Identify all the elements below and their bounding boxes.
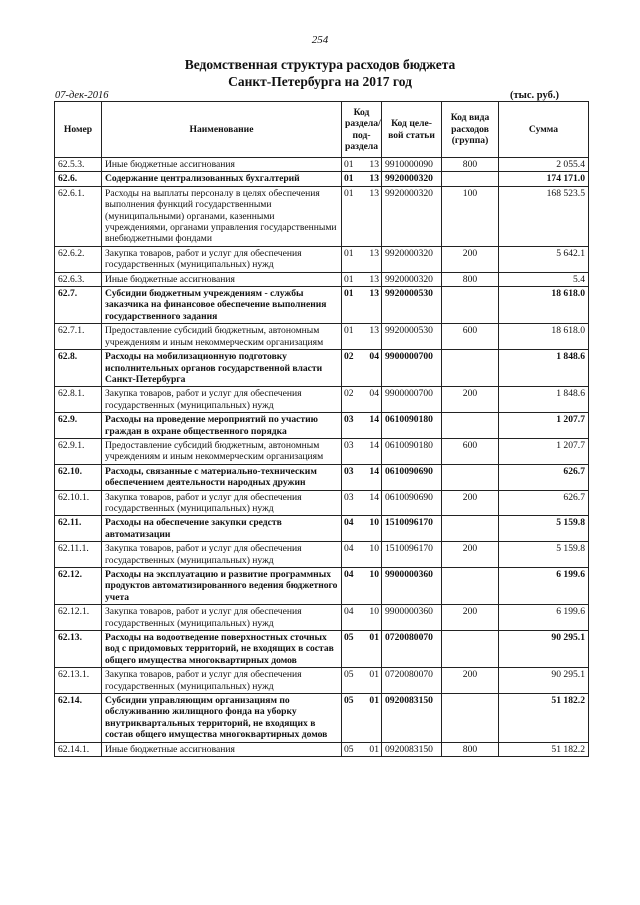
row-razdel [342, 246, 382, 272]
row-sum: 174 171.0 [499, 172, 589, 186]
row-target-article: 0610090690 [382, 490, 442, 516]
row-subsection-code: 04 [369, 351, 379, 363]
row-expense-type: 100 [442, 186, 499, 246]
table-header-row [55, 102, 589, 158]
row-sum: 1 207.7 [499, 413, 589, 439]
row-expense-type: 200 [442, 490, 499, 516]
row-razdel [342, 464, 382, 490]
row-target-article: 9920000320 [382, 172, 442, 186]
row-expense-type [442, 631, 499, 668]
row-number: 62.6. [55, 172, 102, 186]
row-number: 62.14. [55, 694, 102, 743]
row-number: 62.13. [55, 631, 102, 668]
table-row [55, 158, 589, 172]
row-section-code: 01 [344, 173, 354, 185]
row-razdel [342, 438, 382, 464]
row-number: 62.7.1. [55, 324, 102, 350]
row-razdel [342, 631, 382, 668]
row-subsection-code: 14 [369, 414, 379, 426]
row-target-article: 9900000700 [382, 387, 442, 413]
row-target-article: 1510096170 [382, 516, 442, 542]
document-title [0, 56, 640, 90]
row-name: Субсидии управляющим организациям по обслуживанию жилищного фонда на уборку внутриквартальных территорий, не входящих в состав общего имущества многоквартирных домов [102, 694, 342, 743]
row-number: 62.12. [55, 568, 102, 605]
row-sum: 5.4 [499, 272, 589, 286]
row-target-article: 9900000700 [382, 350, 442, 387]
row-expense-type: 600 [442, 324, 499, 350]
row-razdel [342, 272, 382, 286]
table-row [55, 568, 589, 605]
header-sum: Сумма [499, 102, 589, 158]
row-name: Расходы на водоотведение поверхностных сточных вод с придомовых территорий, не входящих в состав общего имущества многоквартирных домов [102, 631, 342, 668]
table-row [55, 464, 589, 490]
row-section-code: 04 [344, 569, 354, 580]
table-row [55, 387, 589, 413]
row-name: Иные бюджетные ассигнования [102, 158, 342, 172]
table-row [55, 668, 589, 694]
row-target-article: 9920000530 [382, 324, 442, 350]
row-section-code: 04 [344, 606, 354, 618]
row-section-code: 03 [344, 465, 354, 477]
row-sum: 2 055.4 [499, 158, 589, 172]
row-section-code: 03 [344, 491, 354, 503]
row-sum: 51 182.2 [499, 742, 589, 756]
row-razdel [342, 186, 382, 246]
table-row [55, 287, 589, 324]
table-row [55, 605, 589, 631]
row-razdel [342, 605, 382, 631]
header-expense-type: Код вида расходов (группа) [442, 102, 499, 158]
row-razdel [342, 490, 382, 516]
row-name: Расходы на обеспечение закупки средств автоматизации [102, 516, 342, 542]
row-razdel [342, 287, 382, 324]
row-expense-type [442, 172, 499, 186]
row-expense-type: 800 [442, 158, 499, 172]
row-target-article: 9920000530 [382, 287, 442, 324]
row-subsection-code: 14 [369, 439, 379, 451]
row-name: Предоставление субсидий бюджетным, автономным учреждениям и иным некоммерческим организациям [102, 438, 342, 464]
row-name: Иные бюджетные ассигнования [102, 272, 342, 286]
title-line-2: Санкт-Петербурга на 2017 год [228, 74, 412, 89]
row-sum: 1 207.7 [499, 438, 589, 464]
row-number: 62.13.1. [55, 668, 102, 694]
row-section-code: 01 [344, 273, 354, 285]
table-row [55, 413, 589, 439]
row-sum: 5 159.8 [499, 516, 589, 542]
row-target-article: 9910000090 [382, 158, 442, 172]
row-number: 62.5.3. [55, 158, 102, 172]
row-subsection-code: 13 [369, 273, 379, 285]
row-target-article: 0610090180 [382, 413, 442, 439]
row-expense-type [442, 568, 499, 605]
row-razdel [342, 350, 382, 387]
table-row [55, 438, 589, 464]
table-row [55, 186, 589, 246]
row-sum: 1 848.6 [499, 350, 589, 387]
row-expense-type [442, 464, 499, 490]
row-subsection-code: 13 [369, 159, 379, 170]
table-row [55, 542, 589, 568]
table-row [55, 694, 589, 743]
row-target-article: 9900000360 [382, 568, 442, 605]
row-subsection-code: 13 [369, 325, 379, 337]
row-target-article: 0720080070 [382, 631, 442, 668]
table-row [55, 172, 589, 186]
row-subsection-code: 01 [369, 632, 379, 644]
row-sum: 626.7 [499, 490, 589, 516]
row-name: Иные бюджетные ассигнования [102, 742, 342, 756]
row-number: 62.11.1. [55, 542, 102, 568]
row-number: 62.8. [55, 350, 102, 387]
row-name: Закупка товаров, работ и услуг для обеспечения государственных (муниципальных) нужд [102, 542, 342, 568]
row-razdel [342, 668, 382, 694]
row-expense-type: 200 [442, 605, 499, 631]
row-subsection-code: 10 [369, 517, 379, 529]
row-sum: 51 182.2 [499, 694, 589, 743]
row-section-code: 01 [344, 187, 354, 199]
row-name: Предоставление субсидий бюджетным, автономным учреждениям и иным некоммерческим организациям [102, 324, 342, 350]
row-target-article: 1510096170 [382, 542, 442, 568]
row-subsection-code: 14 [369, 491, 379, 503]
row-section-code: 02 [344, 351, 354, 363]
row-name: Закупка товаров, работ и услуг для обеспечения государственных (муниципальных) нужд [102, 387, 342, 413]
row-name: Закупка товаров, работ и услуг для обеспечения государственных (муниципальных) нужд [102, 605, 342, 631]
budget-table [54, 101, 589, 757]
row-target-article: 9920000320 [382, 246, 442, 272]
row-section-code: 05 [344, 669, 354, 681]
row-number: 62.6.1. [55, 186, 102, 246]
row-section-code: 03 [344, 414, 354, 426]
table-row [55, 631, 589, 668]
row-subsection-code: 10 [369, 543, 379, 555]
row-name: Закупка товаров, работ и услуг для обеспечения государственных (муниципальных) нужд [102, 490, 342, 516]
row-name: Содержание централизованных бухгалтерий [102, 172, 342, 186]
row-number: 62.8.1. [55, 387, 102, 413]
row-expense-type: 200 [442, 387, 499, 413]
row-section-code: 01 [344, 325, 354, 337]
row-razdel [342, 694, 382, 743]
row-sum: 5 159.8 [499, 542, 589, 568]
units-label: (тыс. руб.) [510, 90, 559, 101]
row-razdel [342, 172, 382, 186]
row-expense-type: 800 [442, 742, 499, 756]
document-date: 07-дек-2016 [55, 90, 109, 101]
row-subsection-code: 13 [369, 173, 379, 185]
row-number: 62.10.1. [55, 490, 102, 516]
row-target-article: 9920000320 [382, 186, 442, 246]
row-razdel [342, 413, 382, 439]
row-expense-type [442, 694, 499, 743]
row-sum: 90 295.1 [499, 631, 589, 668]
row-subsection-code: 10 [369, 606, 379, 618]
row-razdel [342, 516, 382, 542]
table-row [55, 516, 589, 542]
row-number: 62.12.1. [55, 605, 102, 631]
row-sum: 626.7 [499, 464, 589, 490]
row-target-article: 9920000320 [382, 272, 442, 286]
row-razdel [342, 542, 382, 568]
row-number: 62.9.1. [55, 438, 102, 464]
row-expense-type: 800 [442, 272, 499, 286]
row-target-article: 0720080070 [382, 668, 442, 694]
row-razdel [342, 158, 382, 172]
table-row [55, 324, 589, 350]
row-target-article: 0920083150 [382, 742, 442, 756]
row-expense-type: 200 [442, 542, 499, 568]
row-target-article: 0610090180 [382, 438, 442, 464]
row-subsection-code: 13 [369, 247, 379, 259]
row-name: Закупка товаров, работ и услуг для обеспечения государственных (муниципальных) нужд [102, 668, 342, 694]
row-section-code: 03 [344, 439, 354, 451]
row-section-code: 04 [344, 543, 354, 555]
row-subsection-code: 04 [369, 388, 379, 400]
row-number: 62.6.2. [55, 246, 102, 272]
title-line-1: Ведомственная структура расходов бюджета [184, 57, 456, 72]
header-razdel: Код раздела/ под- раздела [342, 102, 382, 158]
row-section-code: 05 [344, 743, 354, 755]
row-subsection-code: 13 [369, 187, 379, 199]
table-row [55, 490, 589, 516]
table-body [55, 158, 589, 757]
row-subsection-code: 14 [369, 465, 379, 477]
row-name: Расходы на эксплуатацию и развитие программных продуктов автоматизированного ведения бюджетного учета [102, 568, 342, 605]
row-name: Закупка товаров, работ и услуг для обеспечения государственных (муниципальных) нужд [102, 246, 342, 272]
table-row [55, 350, 589, 387]
header-name: Наименование [102, 102, 342, 158]
row-expense-type: 600 [442, 438, 499, 464]
row-number: 62.6.3. [55, 272, 102, 286]
table-row [55, 246, 589, 272]
row-name: Расходы на проведение мероприятий по участию граждан в охране общественного порядка [102, 413, 342, 439]
row-razdel [342, 387, 382, 413]
page-number: 254 [311, 34, 329, 46]
row-subsection-code: 10 [369, 569, 379, 580]
row-sum: 90 295.1 [499, 668, 589, 694]
row-sum: 6 199.6 [499, 568, 589, 605]
row-name: Расходы на выплаты персоналу в целях обеспечения выполнения функций государственными (муниципальными) органами, казенными учреждениями, органами управления государственными внебюджетными фондами [102, 186, 342, 246]
header-target-article: Код целе- вой статьи [382, 102, 442, 158]
row-section-code: 01 [344, 288, 354, 300]
row-razdel [342, 324, 382, 350]
row-target-article: 0920083150 [382, 694, 442, 743]
row-number: 62.11. [55, 516, 102, 542]
row-razdel [342, 568, 382, 605]
row-sum: 5 642.1 [499, 246, 589, 272]
row-section-code: 05 [344, 695, 354, 707]
row-number: 62.10. [55, 464, 102, 490]
row-subsection-code: 01 [369, 695, 379, 707]
row-name: Расходы на мобилизационную подготовку исполнительных органов государственной власти Санкт-Петербурга [102, 350, 342, 387]
row-number: 62.7. [55, 287, 102, 324]
row-section-code: 01 [344, 247, 354, 259]
row-section-code: 04 [344, 517, 354, 529]
row-sum: 18 618.0 [499, 287, 589, 324]
header-num: Номер [55, 102, 102, 158]
row-sum: 18 618.0 [499, 324, 589, 350]
row-subsection-code: 01 [369, 669, 379, 681]
row-section-code: 01 [344, 159, 354, 170]
row-sum: 168 523.5 [499, 186, 589, 246]
row-expense-type [442, 350, 499, 387]
row-expense-type [442, 516, 499, 542]
row-expense-type [442, 413, 499, 439]
row-target-article: 9900000360 [382, 605, 442, 631]
row-sum: 6 199.6 [499, 605, 589, 631]
row-name: Субсидии бюджетным учреждениям - службы заказчика на финансовое обеспечение выполнения государственного задания [102, 287, 342, 324]
row-section-code: 05 [344, 632, 354, 644]
row-number: 62.14.1. [55, 742, 102, 756]
table-row [55, 272, 589, 286]
row-number: 62.9. [55, 413, 102, 439]
row-expense-type: 200 [442, 246, 499, 272]
row-razdel [342, 742, 382, 756]
row-subsection-code: 13 [369, 288, 379, 300]
row-section-code: 02 [344, 388, 354, 400]
row-subsection-code: 01 [369, 743, 379, 755]
row-sum: 1 848.6 [499, 387, 589, 413]
row-name: Расходы, связанные с материально-техническим обеспечением деятельности народных дружин [102, 464, 342, 490]
row-expense-type [442, 287, 499, 324]
table-row [55, 742, 589, 756]
row-target-article: 0610090690 [382, 464, 442, 490]
row-expense-type: 200 [442, 668, 499, 694]
